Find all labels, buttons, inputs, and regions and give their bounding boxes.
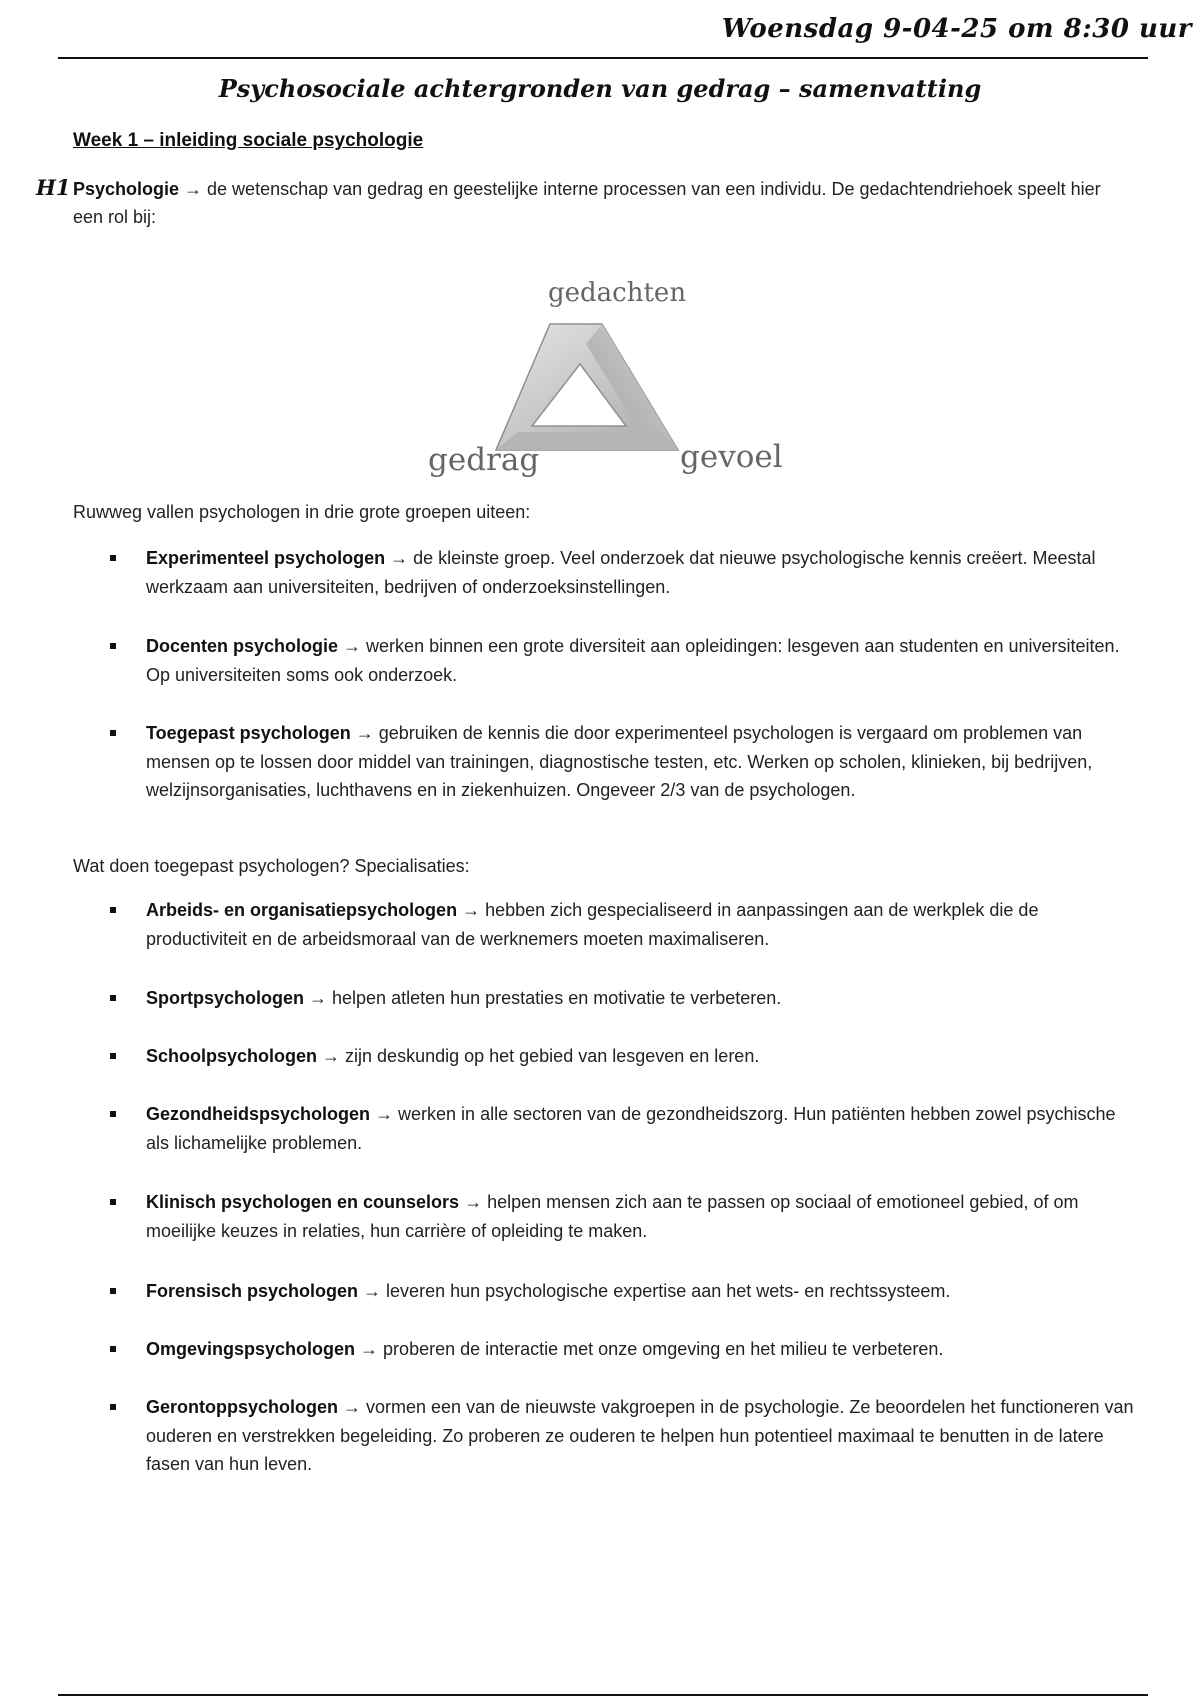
list-item-term: Omgevingspsychologen [146, 1339, 356, 1359]
list-item-term: Gerontoppsychologen [146, 1397, 339, 1417]
chapter-marker: H1 [36, 175, 71, 200]
date-header: Woensdag 9-04-25 om 8:30 uur [721, 14, 1192, 44]
list-item-school [146, 1042, 1136, 1071]
list-item-clinical [146, 1188, 1136, 1245]
list-item-text: → de kleinste groep. Veel onderzoek dat nieuwe psychologische kennis creëert. Meestal werkzaam aan universiteiten, bedrijven of onderzoeksinstellingen. [146, 548, 1096, 597]
document-title: Psychosociale achtergronden van gedrag – samenvatting [218, 74, 982, 103]
list-item-text: → proberen de interactie met onze omgeving en het milieu te verbeteren. [355, 1339, 944, 1359]
list-item-text: → werken binnen een grote diversiteit aan opleidingen: lesgeven aan studenten en universiteiten. Op universiteiten soms ook onderzoek. [146, 636, 1120, 685]
list-item-term: Gezondheidspsychologen [146, 1104, 371, 1124]
intro-paragraph [73, 175, 1123, 231]
specialisations-intro: Wat doen toegepast psychologen? Specialisaties: [73, 856, 470, 876]
week-heading: Week 1 – inleiding sociale psychologie [73, 130, 424, 151]
list-item-term: Forensisch psychologen [146, 1281, 359, 1301]
list-item-term: Toegepast psychologen [146, 723, 351, 743]
list-item-applied [146, 719, 1136, 805]
intro-term: Psychologie [73, 179, 180, 199]
list-item-term: Docenten psychologie [146, 636, 339, 656]
list-item-term: Experimenteel psychologen [146, 548, 386, 568]
list-item-term: Klinisch psychologen en counselors [146, 1192, 460, 1212]
triangle-label-thoughts: gedachten [548, 278, 687, 308]
triangle-label-feeling: gevoel [680, 439, 783, 475]
top-rule [58, 57, 1148, 59]
intro-text: → de wetenschap van gedrag en geestelijke interne processen van een individu. De gedachtendriehoek speelt hier een rol bij: [73, 179, 1101, 227]
list-item-geronto [146, 1393, 1136, 1479]
list-item-text: → vormen een van de nieuwste vakgroepen in de psychologie. Ze beoordelen het functioneren van ouderen en verstrekken begeleiding. Zo proberen ze ouderen te helpen hun potentieel maximaal te benutten in de latere fasen van hun leven. [146, 1397, 1134, 1474]
list-item-text: → helpen atleten hun prestaties en motivatie te verbeteren. [304, 988, 782, 1008]
list-item-environmental [146, 1335, 1136, 1364]
thought-triangle-figure [420, 272, 800, 492]
list-item-text: → zijn deskundig op het gebied van lesgeven en leren. [317, 1046, 760, 1066]
list-item-sport [146, 984, 1136, 1013]
list-item-text: → helpen mensen zich aan te passen op sociaal of emotioneel gebied, of om moeilijke keuzes in relaties, hun carrière of opleiding te maken. [146, 1192, 1079, 1241]
list-item-experimental [146, 544, 1136, 601]
list-item-text: → gebruiken de kennis die door experimenteel psychologen is vergaard om problemen van mensen op te lossen door middel van trainingen, diagnostische testen, etc. Werken op scholen, klinieken, bij bedrijven, welzijnsorganisaties, luchthavens en in ziekenhuizen. Ongeveer 2/3 van de psychologen. [146, 723, 1093, 800]
triangle-label-behavior: gedrag [428, 442, 540, 478]
list-item-health [146, 1100, 1136, 1157]
list-item-work-organisation [146, 896, 1136, 953]
groups-intro: Ruwweg vallen psychologen in drie grote groepen uiteen: [73, 502, 531, 522]
list-item-term: Sportpsychologen [146, 988, 305, 1008]
list-item-text: → werken in alle sectoren van de gezondheidszorg. Hun patiënten hebben zowel psychische als lichamelijke problemen. [146, 1104, 1116, 1153]
bottom-rule [58, 1694, 1148, 1696]
list-item-term: Arbeids- en organisatiepsychologen [146, 900, 458, 920]
list-item-teachers [146, 632, 1136, 689]
list-item-term: Schoolpsychologen [146, 1046, 318, 1066]
list-item-text: → hebben zich gespecialiseerd in aanpassingen aan de werkplek die de productiviteit en de arbeidsmoraal van de werknemers moeten maximaliseren. [146, 900, 1039, 949]
list-item-forensic [146, 1277, 1136, 1306]
list-item-text: → leveren hun psychologische expertise aan het wets- en rechtssysteem. [358, 1281, 951, 1301]
